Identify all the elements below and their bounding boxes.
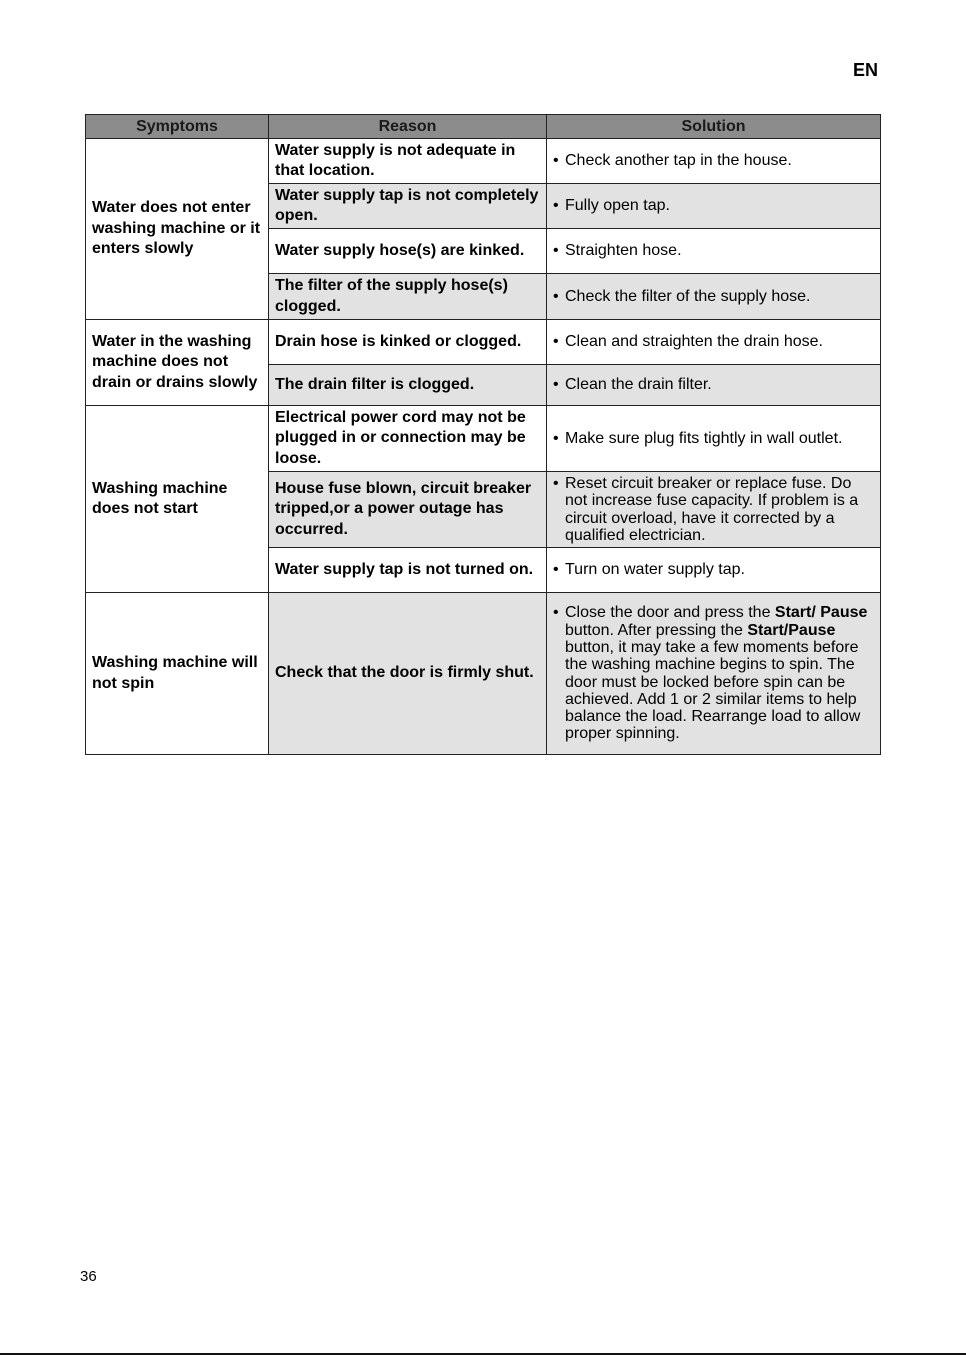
bullet: •: [553, 152, 559, 170]
solution-text: Make sure plug fits tightly in wall outlet.: [565, 429, 843, 447]
solution-text: Fully open tap.: [565, 197, 670, 215]
table-header-row: [86, 115, 881, 139]
header-solution: Solution: [547, 115, 881, 139]
solution-cell: [547, 406, 881, 472]
solution-cell: [547, 548, 881, 593]
reason-cell: Check that the door is firmly shut.: [269, 593, 547, 755]
solution-cell: [547, 472, 881, 548]
solution-text: Straighten hose.: [565, 242, 682, 260]
solution-text: Check the filter of the supply hose.: [565, 287, 811, 305]
solution-cell: [547, 320, 881, 365]
symptom-cell: Washing machine will not spin: [86, 593, 269, 755]
symptom-cell: Washing machine does not start: [86, 406, 269, 593]
bullet: •: [553, 197, 559, 215]
page-number: 36: [80, 1268, 97, 1285]
bullet: •: [553, 333, 559, 351]
solution-text: Reset circuit breaker or replace fuse. Do not increase fuse capacity. If problem is a circuit overload, have it corrected by a qualified electrician.: [565, 474, 859, 544]
table-row: [86, 406, 881, 472]
start-pause-label: Start/ Pause: [774, 604, 868, 622]
bullet: •: [553, 287, 559, 305]
table-row: [86, 139, 881, 184]
bullet: •: [553, 242, 559, 260]
solution-text-part: Close the door and press the: [565, 604, 775, 622]
table-row: [86, 320, 881, 365]
solution-text: Turn on water supply tap.: [565, 561, 745, 579]
solution-text: Clean and straighten the drain hose.: [565, 333, 823, 351]
reason-cell: Water supply hose(s) are kinked.: [269, 229, 547, 274]
bullet: •: [553, 474, 559, 492]
table-row: [86, 593, 881, 755]
reason-cell: The drain filter is clogged.: [269, 365, 547, 406]
reason-cell: House fuse blown, circuit breaker tripped,or a power outage has occurred.: [269, 472, 547, 548]
solution-text-part: button, it may take a few moments before the washing machine begins to spin. The door must be locked before spin can be achieved. Add 1 or 2 similar items to help balance the load. Rearrange load to allow proper spinning.: [565, 638, 861, 743]
solution-cell: [547, 593, 881, 755]
solution-cell: [547, 229, 881, 274]
bullet: •: [553, 604, 559, 622]
bullet: •: [553, 561, 559, 579]
header-symptoms: Symptoms: [86, 115, 269, 139]
solution-text-part: button. After pressing the: [565, 621, 748, 639]
solution-text: Check another tap in the house.: [565, 152, 792, 170]
start-pause-label: Start/Pause: [747, 621, 836, 639]
solution-cell: [547, 274, 881, 320]
solution-cell: [547, 365, 881, 406]
solution-text: [565, 604, 874, 742]
symptom-cell: Water does not enter washing machine or it enters slowly: [86, 139, 269, 320]
reason-cell: Drain hose is kinked or clogged.: [269, 320, 547, 365]
reason-cell: Electrical power cord may not be plugged in or connection may be loose.: [269, 406, 547, 472]
language-code: EN: [853, 60, 879, 80]
header-reason: Reason: [269, 115, 547, 139]
reason-cell: Water supply tap is not turned on.: [269, 548, 547, 593]
bullet: •: [553, 429, 559, 447]
solution-cell: [547, 139, 881, 184]
bullet: •: [553, 376, 559, 394]
troubleshooting-table: [85, 114, 881, 755]
reason-cell: The filter of the supply hose(s) clogged.: [269, 274, 547, 320]
symptom-cell: Water in the washing machine does not drain or drains slowly: [86, 320, 269, 406]
reason-cell: Water supply is not adequate in that location.: [269, 139, 547, 184]
solution-text: Clean the drain filter.: [565, 376, 712, 394]
reason-cell: Water supply tap is not completely open.: [269, 184, 547, 229]
solution-cell: [547, 184, 881, 229]
